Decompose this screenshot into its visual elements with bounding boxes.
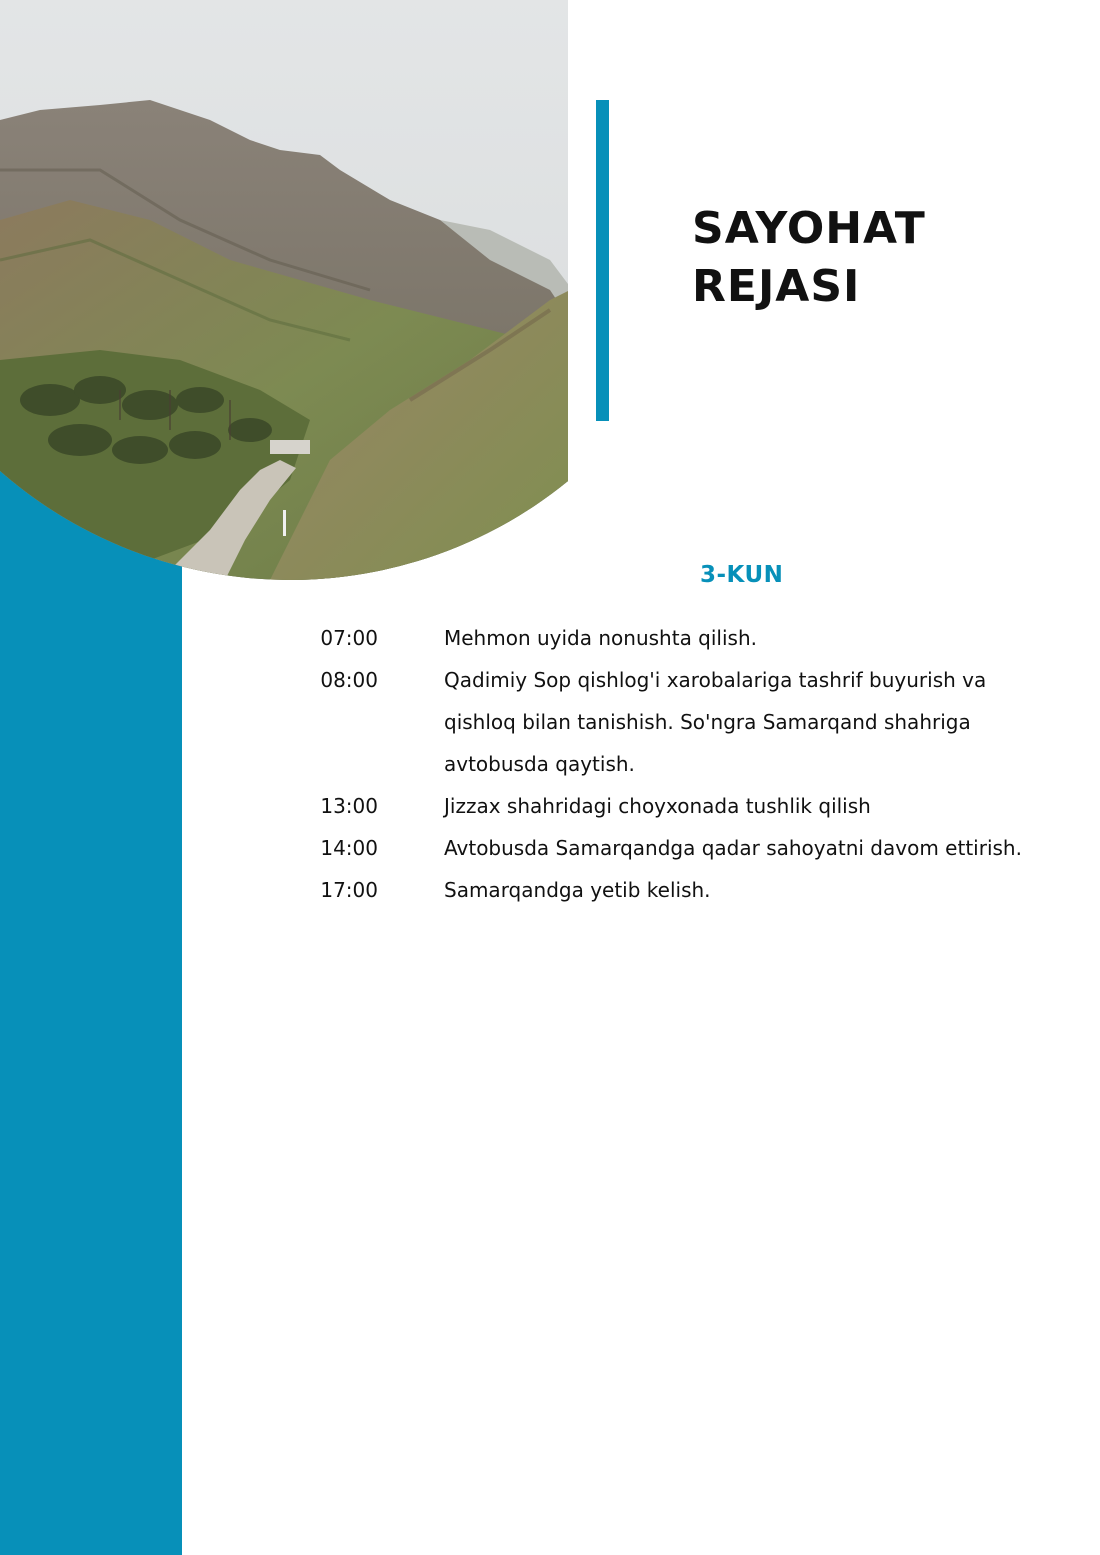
schedule-time: 07:00 bbox=[320, 626, 378, 650]
schedule-row bbox=[280, 869, 1040, 911]
schedule-time: 17:00 bbox=[320, 878, 378, 902]
title-accent-bar bbox=[596, 100, 609, 421]
schedule-time: 13:00 bbox=[320, 794, 378, 818]
schedule-activity: Jizzax shahridagi choyxonada tushlik qilish bbox=[444, 794, 871, 818]
page-title bbox=[692, 200, 926, 316]
schedule-activity: Avtobusda Samarqandga qadar sahoyatni davom ettirish. bbox=[444, 836, 1022, 860]
day-heading: 3-KUN bbox=[700, 562, 784, 588]
schedule-activity: Qadimiy Sop qishlog'i xarobalariga tashrif buyurish va qishloq bilan tanishish. So'ngra Samarqand shahriga avtobusda qaytish. bbox=[444, 668, 987, 776]
schedule-row bbox=[280, 617, 1040, 659]
mountain-photo bbox=[0, 0, 568, 600]
schedule-list bbox=[280, 617, 1040, 911]
mountain-landscape-illustration bbox=[0, 0, 568, 580]
schedule-row bbox=[280, 827, 1040, 869]
schedule-activity: Samarqandga yetib kelish. bbox=[444, 878, 711, 902]
title-line-2: REJASI bbox=[692, 261, 861, 312]
schedule-activity: Mehmon uyida nonushta qilish. bbox=[444, 626, 757, 650]
schedule-row bbox=[280, 785, 1040, 827]
photo-circle-mask bbox=[0, 0, 568, 580]
schedule-time: 08:00 bbox=[320, 668, 378, 692]
schedule-time: 14:00 bbox=[320, 836, 378, 860]
schedule-row bbox=[280, 659, 1040, 785]
title-line-1: SAYOHAT bbox=[692, 203, 926, 254]
